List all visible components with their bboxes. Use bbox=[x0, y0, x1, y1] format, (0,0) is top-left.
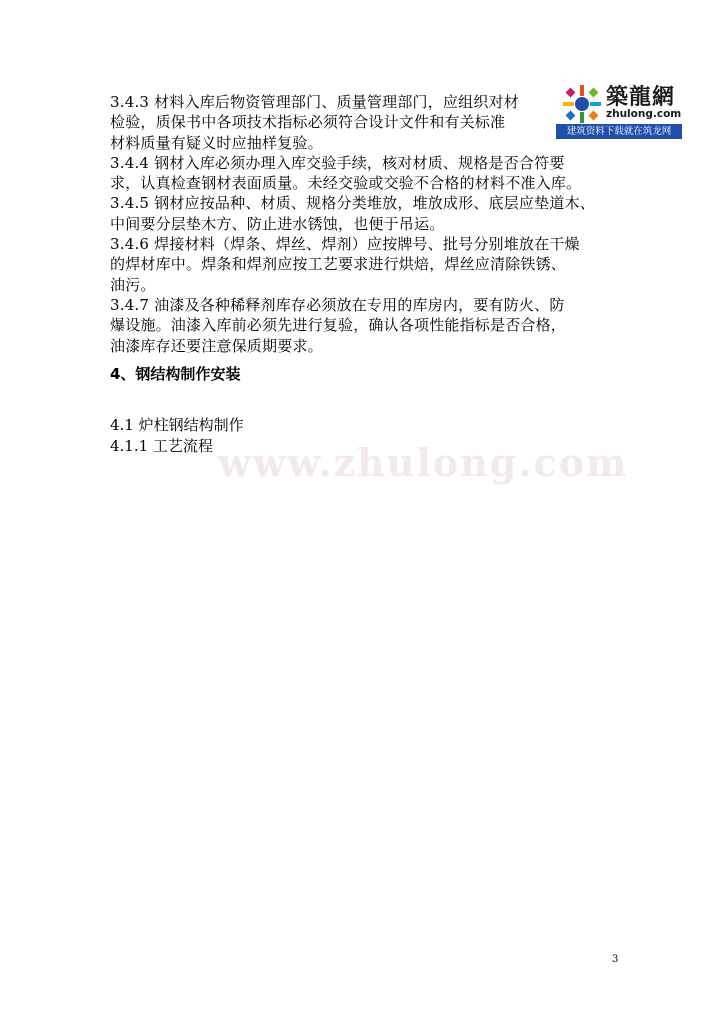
watermark: www.zhulong.com bbox=[218, 440, 629, 485]
text-line: 的焊材库中。焊条和焊剂应按工艺要求进行烘焙，焊丝应清除铁锈、 bbox=[110, 255, 567, 274]
text-line: 材料质量有疑义时应抽样复验。 bbox=[110, 133, 323, 152]
text-line: 油污。 bbox=[110, 275, 156, 294]
material-storage-paragraphs bbox=[110, 92, 630, 356]
zhulong-logo[interactable] bbox=[556, 78, 682, 140]
text-line: 3.4.7 油漆及各种稀释剂库存必须放在专用的库房内，要有防火、防 bbox=[110, 295, 565, 314]
section-heading: 4、钢结构制作安装 bbox=[110, 365, 241, 383]
text-line: 检验，质保书中各项技术指标必须符合设计文件和有关标准 bbox=[110, 113, 506, 132]
text-line: 3.4.6 焊接材料（焊条、焊丝、焊剂）应按牌号、批号分别堆放在干燥 bbox=[110, 235, 580, 254]
text-line: 3.4.5 钢材应按品种、材质、规格分类堆放，堆放成形、底层应垫道木、 bbox=[110, 194, 595, 213]
logo-banner: 建筑资料下载就在筑龙网 bbox=[556, 124, 682, 139]
page-number: 3 bbox=[612, 954, 619, 965]
logo-title: 築龍網 bbox=[606, 84, 676, 110]
text-line: 油漆库存还要注意保质期要求。 bbox=[110, 336, 323, 355]
logo-domain: zhulong.com bbox=[606, 108, 682, 120]
text-line: 3.4.4 钢材入库必须办理入库交验手续，核对材质、规格是否合符要 bbox=[110, 153, 565, 172]
zhulong-logo-icon bbox=[562, 84, 602, 124]
subsection-heading: 4.1 炉柱钢结构制作 bbox=[110, 416, 244, 434]
text-line: 中间要分层垫木方、防止进水锈蚀，也便于吊运。 bbox=[110, 214, 445, 233]
text-line: 求，认真检查钢材表面质量。未经交验或交验不合格的材料不准入库。 bbox=[110, 174, 582, 193]
text-line: 3.4.3 材料入库后物资管理部门、质量管理部门，应组织对材 bbox=[110, 93, 519, 111]
subsubsection-heading: 4.1.1 工艺流程 bbox=[110, 437, 213, 455]
text-line: 爆设施。油漆入库前必须先进行复验，确认各项性能指标是否合格， bbox=[110, 316, 567, 335]
